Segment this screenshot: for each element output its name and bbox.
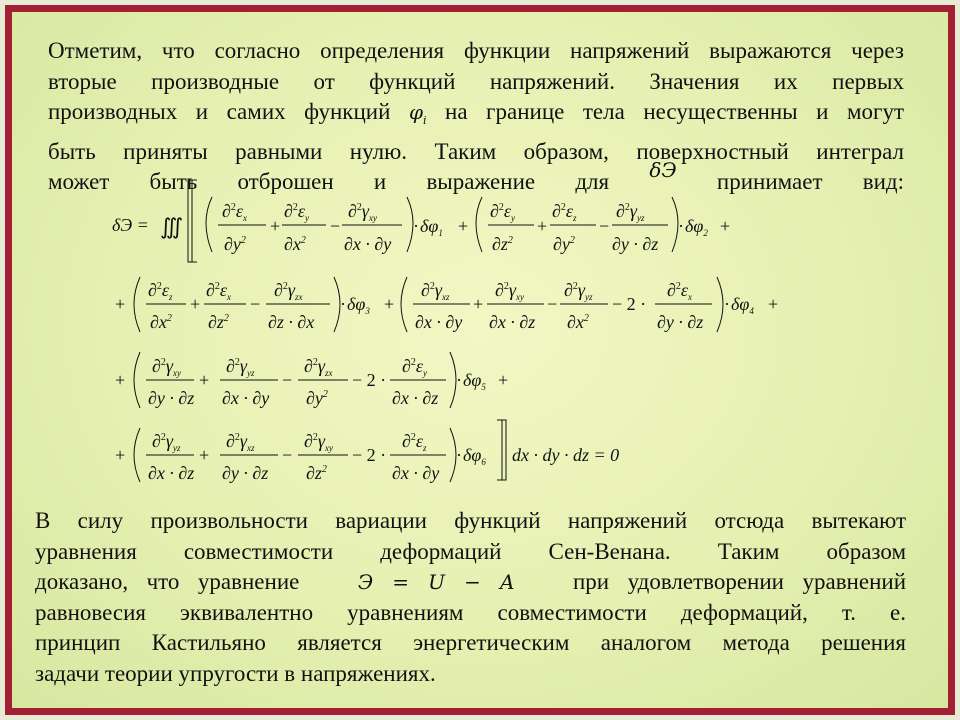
svg-text:∂x · ∂y: ∂x · ∂y bbox=[344, 234, 392, 254]
svg-text:+: + bbox=[199, 370, 210, 390]
svg-text:−: − bbox=[250, 294, 261, 314]
svg-text:∂x · ∂y: ∂x · ∂y bbox=[222, 388, 270, 408]
svg-text:∂2γzx: $\partial^2\gamma_{zx}$ bbox=[304, 356, 333, 378]
svg-text:∂x2: $\partial x^2$ bbox=[567, 312, 589, 332]
conclusion-line-4: равновесия эквивалентно уравнениям совместимости деформаций, т. е. bbox=[35, 599, 906, 625]
svg-text:·: · bbox=[678, 216, 684, 236]
intro-line-3a: производных и самих функций bbox=[48, 99, 391, 124]
svg-text:∂y2: $\partial y^2$ bbox=[553, 234, 575, 254]
svg-text:− 2 ·: − 2 · bbox=[352, 370, 387, 390]
svg-text:∂2εy: $\partial^2\varepsilon_y$ bbox=[490, 201, 515, 223]
svg-text:·: · bbox=[456, 370, 462, 390]
delta-phi-5: $\delta\varphi_5$ bbox=[463, 370, 486, 392]
variation-formula bbox=[12, 12, 948, 492]
svg-text:+: + bbox=[473, 294, 484, 314]
svg-text:∂2γzx: $\partial^2\gamma_{zx}$ bbox=[274, 280, 303, 302]
svg-text:+: + bbox=[199, 445, 210, 465]
svg-text:∂2γxz: $\partial^2\gamma_{xz}$ bbox=[226, 431, 255, 453]
conclusion-line-5: принцип Кастильяно является энергетическим аналогом метода решения bbox=[35, 630, 906, 655]
svg-text:∂x2: $\partial x^2$ bbox=[284, 234, 306, 254]
formula-row-2 bbox=[115, 280, 778, 332]
phi-symbol: φ bbox=[408, 100, 423, 124]
conclusion-line-2: уравнения совместимости деформаций Сен-Венана. Таким образом bbox=[35, 538, 906, 564]
svg-text:+: + bbox=[384, 294, 395, 314]
svg-text:∂2γyz: $\partial^2\gamma_{yz}$ bbox=[152, 431, 181, 453]
conclusion-line-6: задачи теории упругости в напряжениях. bbox=[35, 660, 436, 686]
svg-text:+: + bbox=[270, 216, 281, 236]
svg-text:∂y · ∂z: ∂y · ∂z bbox=[612, 234, 659, 254]
svg-text:·: · bbox=[724, 294, 730, 314]
svg-text:+: + bbox=[768, 294, 779, 314]
energy-equation: Э = U − A bbox=[357, 570, 515, 594]
svg-text:∂2γyz: $\partial^2\gamma_{yz}$ bbox=[616, 201, 645, 223]
delta-e-symbol: δЭ bbox=[649, 158, 677, 182]
svg-text:−: − bbox=[599, 216, 610, 236]
svg-text:∂z2: $\partial z^2$ bbox=[306, 463, 327, 483]
svg-text:∂y · ∂z: ∂y · ∂z bbox=[148, 388, 195, 408]
svg-text:·: · bbox=[413, 216, 419, 236]
intro-line-2: вторые производные от функций напряжений. Значения их первых bbox=[48, 68, 904, 94]
svg-text:∂2εz: $\partial^2\varepsilon_z$ bbox=[148, 280, 173, 302]
svg-text:∂2εx: $\partial^2\varepsilon_x$ bbox=[206, 280, 231, 302]
svg-text:∂2εy: $\partial^2\varepsilon_y$ bbox=[402, 356, 427, 378]
conclusion-line-3 bbox=[35, 567, 906, 598]
svg-text:∂y · ∂z: ∂y · ∂z bbox=[657, 312, 704, 332]
conclusion-line-3b: при удовлетворении уравнений bbox=[572, 569, 907, 594]
svg-text:∂x · ∂y: ∂x · ∂y bbox=[415, 312, 463, 332]
svg-text:− 2 ·: − 2 · bbox=[612, 294, 647, 314]
svg-text:∂x · ∂z: ∂x · ∂z bbox=[489, 312, 536, 332]
svg-text:−: − bbox=[282, 445, 293, 465]
formula-rhs-tail: dx · dy · dz = 0 bbox=[512, 445, 620, 465]
svg-text:∂2γxy: $\partial^2\gamma_{xy}$ bbox=[495, 280, 524, 302]
delta-phi-4: $\delta\varphi_4$ bbox=[731, 294, 754, 316]
conclusion-line-3a: доказано, что уравнение bbox=[35, 569, 300, 594]
intro-line-3b: на границе тела несущественны и могут bbox=[445, 99, 904, 124]
intro-line-5a: может быть отброшен и выражение для bbox=[48, 169, 610, 194]
svg-text:∂y2: $\partial y^2$ bbox=[306, 388, 328, 408]
triple-integral: ∭ bbox=[160, 214, 184, 239]
svg-text:+: + bbox=[720, 216, 731, 236]
delta-phi-1: $\delta\varphi_1$ bbox=[420, 216, 443, 238]
svg-text:−: − bbox=[547, 294, 558, 314]
svg-text:+: + bbox=[537, 216, 548, 236]
delta-phi-2: $\delta\varphi_2$ bbox=[685, 216, 708, 238]
svg-text:∂2εy: $\partial^2\varepsilon_y$ bbox=[284, 201, 309, 223]
svg-text:+: + bbox=[458, 216, 469, 236]
intro-line-5b: принимает вид: bbox=[716, 169, 904, 194]
svg-text:·: · bbox=[456, 445, 462, 465]
svg-text:∂y2: $\partial y^2$ bbox=[224, 234, 246, 254]
svg-text:·: · bbox=[340, 294, 346, 314]
formula-row-3 bbox=[115, 356, 508, 408]
svg-text:− 2 ·: − 2 · bbox=[352, 445, 387, 465]
svg-text:−: − bbox=[330, 216, 341, 236]
svg-text:∂2εz: $\partial^2\varepsilon_z$ bbox=[402, 431, 427, 453]
delta-phi-3: $\delta\varphi_3$ bbox=[347, 294, 370, 316]
svg-text:+: + bbox=[190, 294, 201, 314]
svg-text:∂2γxz: $\partial^2\gamma_{xz}$ bbox=[421, 280, 450, 302]
svg-text:+: + bbox=[115, 445, 126, 465]
svg-text:∂2γxy: $\partial^2\gamma_{xy}$ bbox=[304, 431, 333, 453]
svg-text:+: + bbox=[115, 294, 126, 314]
svg-text:+: + bbox=[115, 370, 126, 390]
svg-text:∂x2: $\partial x^2$ bbox=[150, 312, 172, 332]
svg-text:∂2γyz: $\partial^2\gamma_{yz}$ bbox=[564, 280, 593, 302]
svg-text:∂2εz: $\partial^2\varepsilon_z$ bbox=[552, 201, 577, 223]
svg-text:∂z · ∂x: ∂z · ∂x bbox=[268, 312, 315, 332]
svg-text:∂2εx: $\partial^2\varepsilon_x$ bbox=[222, 201, 247, 223]
formula-row-4 bbox=[115, 431, 619, 483]
svg-text:−: − bbox=[282, 370, 293, 390]
svg-text:∂2γyz: $\partial^2\gamma_{yz}$ bbox=[226, 356, 255, 378]
svg-text:∂z2: $\partial z^2$ bbox=[492, 234, 513, 254]
svg-text:∂x · ∂y: ∂x · ∂y bbox=[392, 463, 440, 483]
conclusion-paragraph bbox=[35, 506, 906, 689]
slide bbox=[5, 5, 955, 715]
svg-text:∂z2: $\partial z^2$ bbox=[208, 312, 229, 332]
intro-line-1: Отметим, что согласно определения функции напряжений выражаются через bbox=[48, 38, 904, 63]
phi-index: i bbox=[422, 114, 427, 127]
svg-text:∂x · ∂z: ∂x · ∂z bbox=[392, 388, 439, 408]
svg-text:∂2γxy: $\partial^2\gamma_{xy}$ bbox=[152, 356, 181, 378]
svg-text:∂2γxy: $\partial^2\gamma_{xy}$ bbox=[348, 201, 377, 223]
formula-lhs: δЭ = bbox=[112, 215, 149, 235]
svg-text:∂x · ∂z: ∂x · ∂z bbox=[148, 463, 195, 483]
svg-text:∂2εx: $\partial^2\varepsilon_x$ bbox=[667, 280, 692, 302]
svg-text:+: + bbox=[498, 370, 509, 390]
conclusion-line-1: В силу произвольности вариации функций напряжений отсюда вытекают bbox=[35, 508, 906, 533]
delta-phi-6: $\delta\varphi_6$ bbox=[463, 445, 486, 467]
intro-line-4: быть приняты равными нулю. Таким образом, поверхностный интеграл bbox=[48, 138, 904, 164]
svg-text:∂y · ∂z: ∂y · ∂z bbox=[222, 463, 269, 483]
